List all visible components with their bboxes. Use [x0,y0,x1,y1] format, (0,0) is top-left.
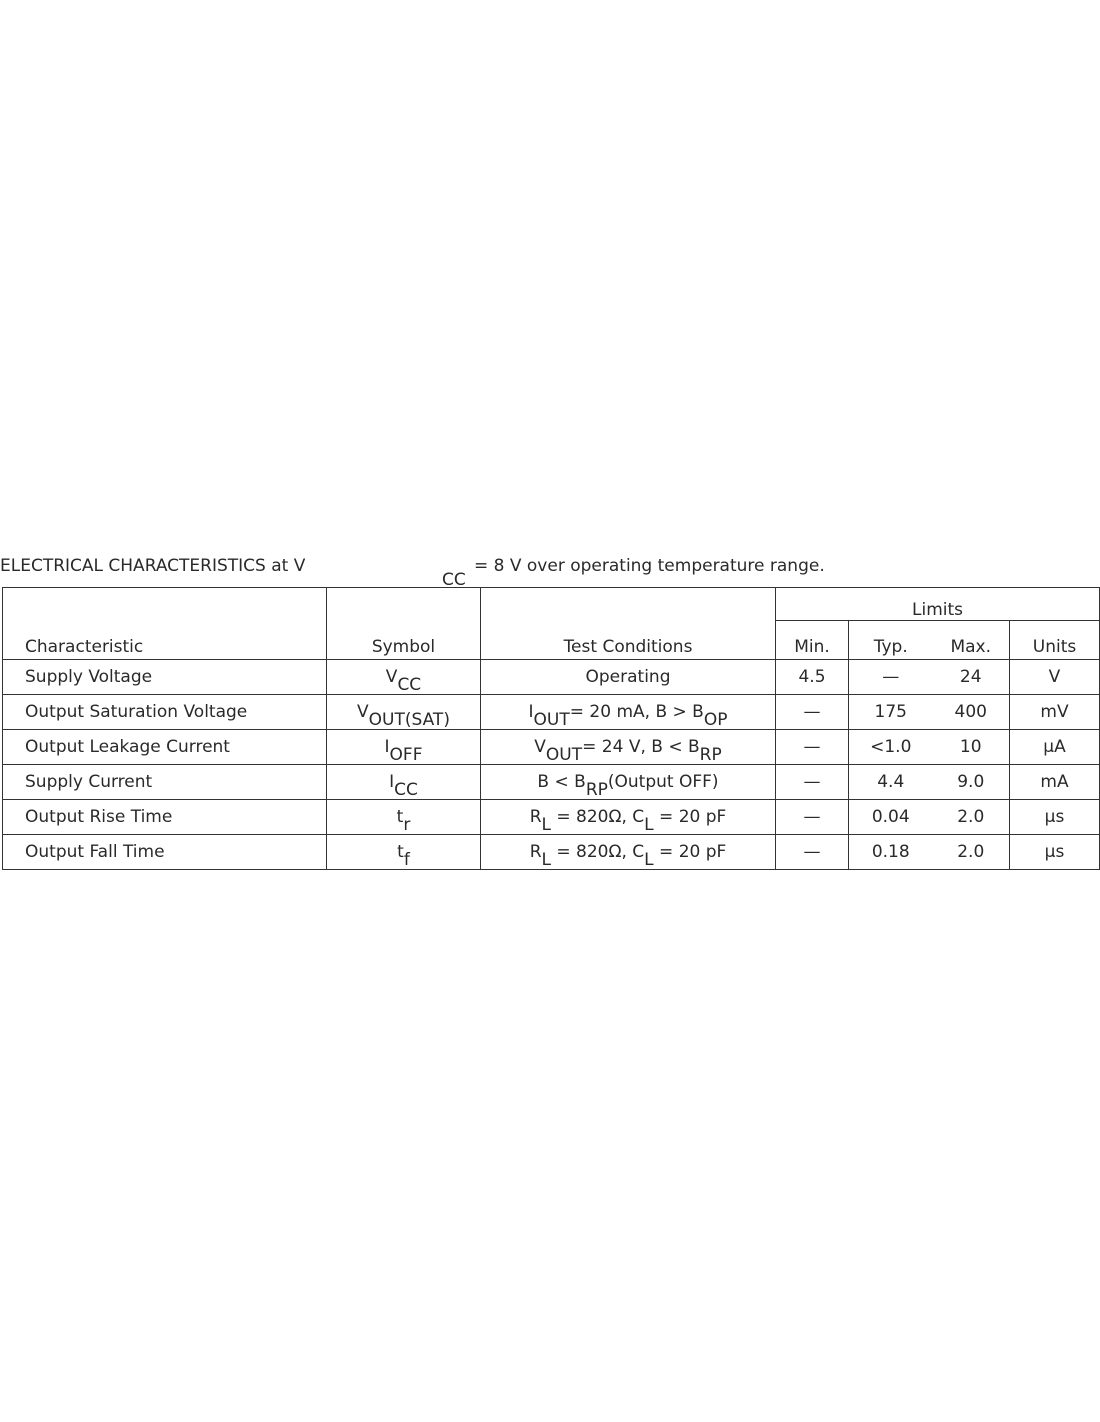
min-cell: — [776,800,849,835]
max-cell: 400 [933,695,1010,730]
symbol-subscript: CC [394,780,418,800]
max-cell: 9.0 [933,765,1010,800]
max-cell: 2.0 [933,835,1010,870]
table-body [3,660,1100,870]
typ-cell: 0.18 [849,835,933,870]
characteristic-cell: Output Fall Time [3,835,327,870]
table-row [3,695,1100,730]
conditions-cell [481,730,776,765]
condition-text: Operating [585,667,671,687]
table-row [3,765,1100,800]
condition-text: I [528,702,534,722]
condition-text: = 820Ω, C [550,807,645,827]
conditions-cell [481,695,776,730]
header-characteristic: Characteristic [3,588,327,660]
condition-text: = 20 pF [653,842,727,862]
conditions-cell [481,835,776,870]
symbol-subscript: OFF [389,745,423,765]
condition-subscript: OUT [545,745,583,765]
characteristic-cell: Output Rise Time [3,800,327,835]
units-cell: µA [1010,730,1100,765]
max-cell: 2.0 [933,800,1010,835]
condition-text: V [534,737,546,757]
min-cell: — [776,835,849,870]
symbol-base: V [357,702,369,722]
condition-text: = 20 pF [653,807,727,827]
symbol-subscript: r [403,815,411,835]
header-symbol: Symbol [327,588,481,660]
condition-subscript: L [541,815,551,835]
condition-text: = 24 V, B < B [582,737,700,757]
characteristic-cell: Supply Voltage [3,660,327,695]
title-suffix: = 8 V over operating temperature range. [474,556,825,576]
units-cell: mV [1010,695,1100,730]
symbol-cell [327,800,481,835]
condition-subscript: L [541,850,551,870]
characteristic-cell: Output Saturation Voltage [3,695,327,730]
conditions-cell [481,765,776,800]
characteristic-cell: Supply Current [3,765,327,800]
header-row-1 [3,588,1100,621]
units-cell: mA [1010,765,1100,800]
condition-subscript: L [644,815,654,835]
condition-subscript: L [644,850,654,870]
typ-cell: — [849,660,933,695]
characteristic-cell: Output Leakage Current [3,730,327,765]
symbol-base: V [385,667,398,687]
symbol-cell [327,660,481,695]
table-row [3,800,1100,835]
condition-text: (Output OFF) [607,772,719,792]
electrical-characteristics-table [2,587,1100,870]
symbol-subscript: CC [397,675,422,695]
header-max: Max. [933,621,1010,660]
symbol-base: t [396,807,404,827]
min-cell: — [776,765,849,800]
header-min: Min. [776,621,849,660]
conditions-cell [481,800,776,835]
condition-text: = 820Ω, C [550,842,645,862]
typ-cell: 4.4 [849,765,933,800]
header-typ: Typ. [849,621,933,660]
max-cell: 24 [933,660,1010,695]
symbol-base: I [389,772,395,792]
units-cell: V [1010,660,1100,695]
symbol-base: I [384,737,390,757]
min-cell: 4.5 [776,660,849,695]
table-row [3,730,1100,765]
condition-subscript: OP [703,710,728,730]
symbol-cell [327,695,481,730]
table-row [3,660,1100,695]
min-cell: — [776,695,849,730]
condition-text: R [529,842,542,862]
max-cell: 10 [933,730,1010,765]
condition-text: = 20 mA, B > B [569,702,704,722]
symbol-subscript: OUT(SAT) [368,710,450,730]
header-units: Units [1010,621,1100,660]
symbol-cell [327,765,481,800]
table-row [3,835,1100,870]
header-test-conditions: Test Conditions [481,588,776,660]
title-subscript: CC [442,570,466,590]
typ-cell: 175 [849,695,933,730]
units-cell: µs [1010,800,1100,835]
condition-text: R [529,807,542,827]
condition-subscript: RP [585,780,608,800]
symbol-subscript: f [403,850,410,870]
typ-cell: <1.0 [849,730,933,765]
min-cell: — [776,730,849,765]
symbol-base: t [397,842,404,862]
symbol-cell [327,730,481,765]
units-cell: µs [1010,835,1100,870]
condition-subscript: RP [699,745,722,765]
header-limits: Limits [776,588,1100,621]
symbol-cell [327,835,481,870]
condition-subscript: OUT [533,710,570,730]
condition-text: B < B [537,772,586,792]
typ-cell: 0.04 [849,800,933,835]
title-prefix: ELECTRICAL CHARACTERISTICS at V [0,556,306,576]
conditions-cell [481,660,776,695]
